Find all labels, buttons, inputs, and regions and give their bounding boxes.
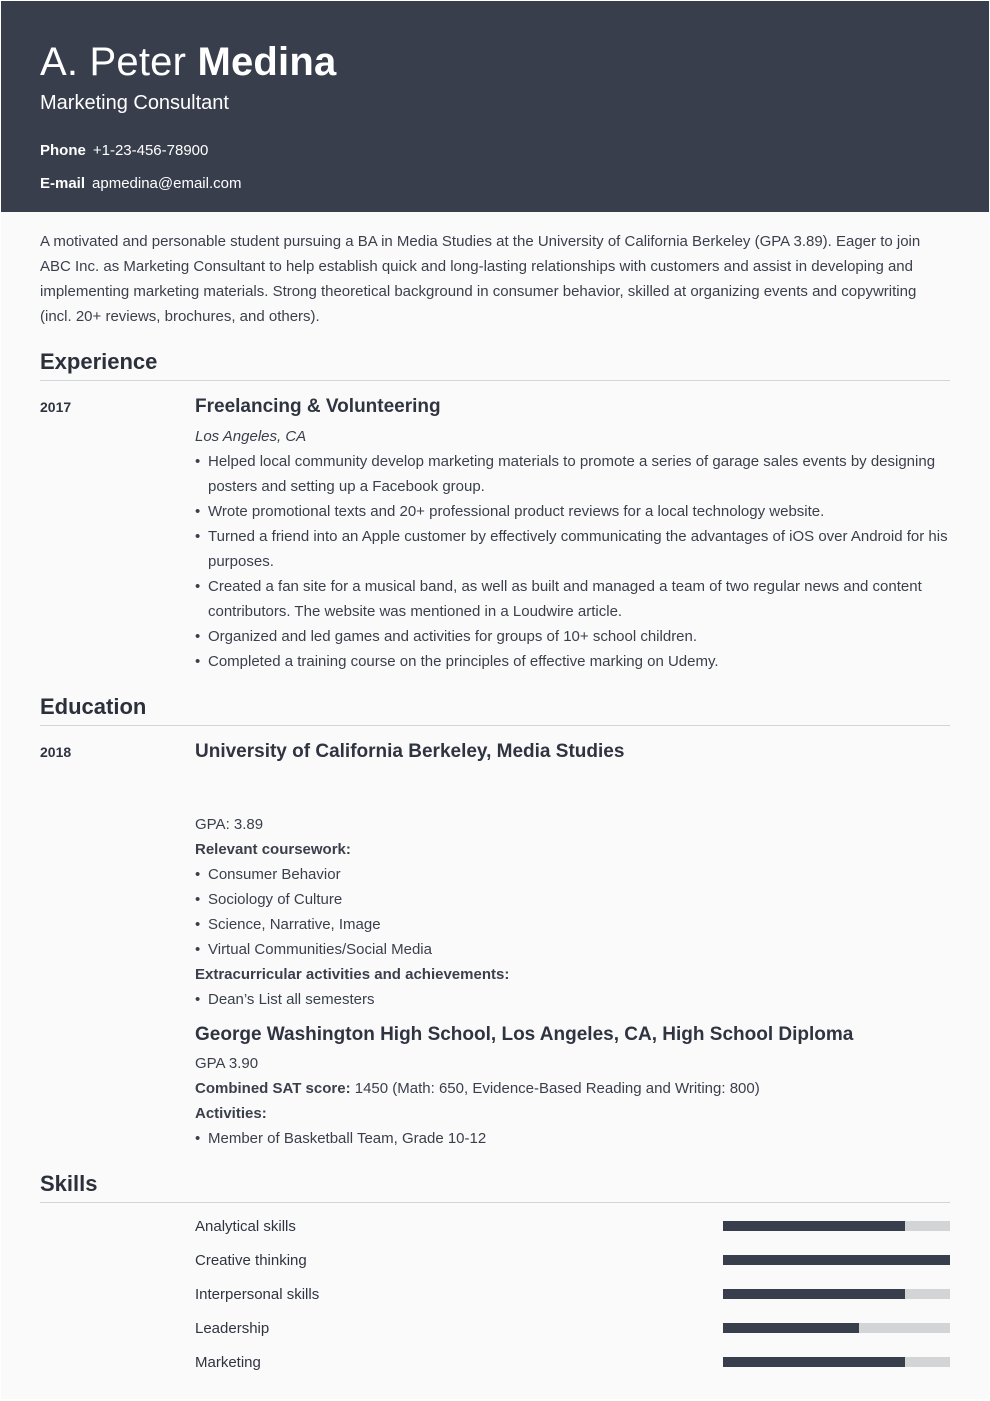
activity-item: [195, 1126, 950, 1151]
skill-level-fill: [723, 1357, 905, 1367]
high-school-gpa: GPA 3.90: [195, 1055, 259, 1072]
bullet-icon: •: [195, 578, 201, 595]
experience-bullets: [195, 449, 950, 674]
university-title: University of California Berkeley, Media Studies: [195, 741, 625, 762]
skill-level-bar: [723, 1357, 950, 1367]
sat-label: Combined SAT score:: [195, 1080, 351, 1097]
experience-bullet-text: Completed a training course on the principles of effective marking on Udemy.: [208, 653, 719, 670]
bullet-icon: •: [195, 916, 201, 933]
phone-contact: [40, 142, 949, 160]
experience-bullet: [195, 524, 950, 574]
education-details: [195, 740, 950, 1151]
high-school-title: George Washington High School, Los Angeles, CA, High School Diploma: [195, 1024, 854, 1045]
experience-bullet-text: Organized and led games and activities for groups of 10+ school children.: [208, 628, 698, 645]
job-title: Freelancing & Volunteering: [195, 396, 441, 417]
bullet-icon: •: [195, 528, 201, 545]
experience-bullet: [195, 624, 950, 649]
coursework-list: [195, 862, 950, 962]
coursework-item: [195, 912, 950, 937]
activities-list: [195, 1126, 950, 1151]
coursework-item-text: Virtual Communities/Social Media: [208, 941, 432, 958]
education-entry: [40, 740, 950, 1151]
coursework-label: Relevant coursework:: [195, 841, 351, 858]
bullet-icon: •: [195, 891, 201, 908]
sat-value: 1450 (Math: 650, Evidence-Based Reading and Writing: 800): [350, 1080, 760, 1097]
coursework-item-text: Sociology of Culture: [208, 891, 343, 908]
summary: A motivated and personable student pursuing a BA in Media Studies at the University of California Berkeley (GPA 3.89). Eager to join ABC Inc. as Marketing Consultant to help establish quick and long-lasting relationships with customers and assist in developing and implementing marketing materials. Strong theoretical background in consumer behavior, skilled at organizing events and copywriting (incl. 20+ reviews, brochures, and others).: [40, 233, 921, 325]
email-value: apmedina@email.com: [92, 175, 242, 192]
bullet-icon: •: [195, 628, 201, 645]
experience-bullet: [195, 574, 950, 624]
skill-name: Analytical skills: [195, 1217, 296, 1235]
coursework-item: [195, 862, 950, 887]
experience-bullet-text: Wrote promotional texts and 20+ professional product reviews for a local technology website.: [208, 503, 825, 520]
skill-level-fill: [723, 1323, 859, 1333]
experience-bullet-text: Turned a friend into an Apple customer by effectively communicating the advantages of iOS over Android for his purposes.: [208, 528, 948, 570]
experience-bullet: [195, 449, 950, 499]
resume-page: [1, 1, 989, 1399]
skill-name: Leadership: [195, 1319, 270, 1337]
skill-level-fill: [723, 1255, 950, 1265]
activities-label: Activities:: [195, 1105, 267, 1122]
extracurricular-list: [195, 987, 950, 1012]
bullet-icon: •: [195, 991, 201, 1008]
skill-row: [40, 1243, 950, 1277]
activity-item-text: Member of Basketball Team, Grade 10-12: [208, 1130, 487, 1147]
experience-bullet: [195, 499, 950, 524]
bullet-icon: •: [195, 1130, 201, 1147]
full-name: [40, 39, 949, 85]
experience-bullet-text: Created a fan site for a musical band, as well as built and managed a team of two regular news and content contributors. The website was mentioned in a Loudwire article.: [208, 578, 922, 620]
education-heading: Education: [40, 694, 950, 726]
skill-row: [40, 1311, 950, 1345]
skill-row: [40, 1345, 950, 1379]
skill-level-fill: [723, 1221, 905, 1231]
coursework-item: [195, 937, 950, 962]
university-gpa: GPA: 3.89: [195, 816, 264, 833]
experience-details: [195, 395, 950, 674]
skill-name: Marketing: [195, 1353, 261, 1371]
skill-name: Interpersonal skills: [195, 1285, 320, 1303]
experience-entry: [40, 395, 950, 674]
first-name: A. Peter: [40, 40, 187, 84]
skills-list: [40, 1209, 950, 1379]
skill-row: [40, 1209, 950, 1243]
skill-level-bar: [723, 1323, 950, 1333]
skill-row: [40, 1277, 950, 1311]
skill-name: Creative thinking: [195, 1251, 307, 1269]
bullet-icon: •: [195, 453, 201, 470]
extracurricular-label: Extracurricular activities and achievements:: [195, 966, 510, 983]
job-role: Marketing Consultant: [40, 92, 229, 114]
resume-header: [1, 1, 989, 212]
coursework-item: [195, 887, 950, 912]
email-contact: [40, 175, 949, 193]
bullet-icon: •: [195, 941, 201, 958]
bullet-icon: •: [195, 653, 201, 670]
coursework-item-text: Consumer Behavior: [208, 866, 341, 883]
resume-content: [1, 229, 989, 1379]
job-location: Los Angeles, CA: [195, 428, 307, 445]
last-name: Medina: [197, 40, 337, 84]
experience-bullet-text: Helped local community develop marketing materials to promote a series of garage sales events by designing posters and setting up a Facebook group.: [208, 453, 936, 495]
coursework-item-text: Science, Narrative, Image: [208, 916, 381, 933]
experience-heading: Experience: [40, 349, 950, 381]
extracurricular-item-text: Dean’s List all semesters: [208, 991, 375, 1008]
bullet-icon: •: [195, 866, 201, 883]
extracurricular-item: [195, 987, 950, 1012]
phone-value: +1-23-456-78900: [92, 142, 209, 159]
education-year: 2018: [40, 744, 72, 760]
email-label: E-mail: [40, 175, 86, 192]
experience-bullet: [195, 649, 950, 674]
skill-level-bar: [723, 1289, 950, 1299]
skills-heading: Skills: [40, 1171, 950, 1203]
bullet-icon: •: [195, 503, 201, 520]
experience-year: 2017: [40, 399, 72, 415]
skill-level-fill: [723, 1289, 905, 1299]
sat-score: [195, 1076, 950, 1101]
skill-level-bar: [723, 1221, 950, 1231]
phone-label: Phone: [40, 142, 86, 159]
skill-level-bar: [723, 1255, 950, 1265]
